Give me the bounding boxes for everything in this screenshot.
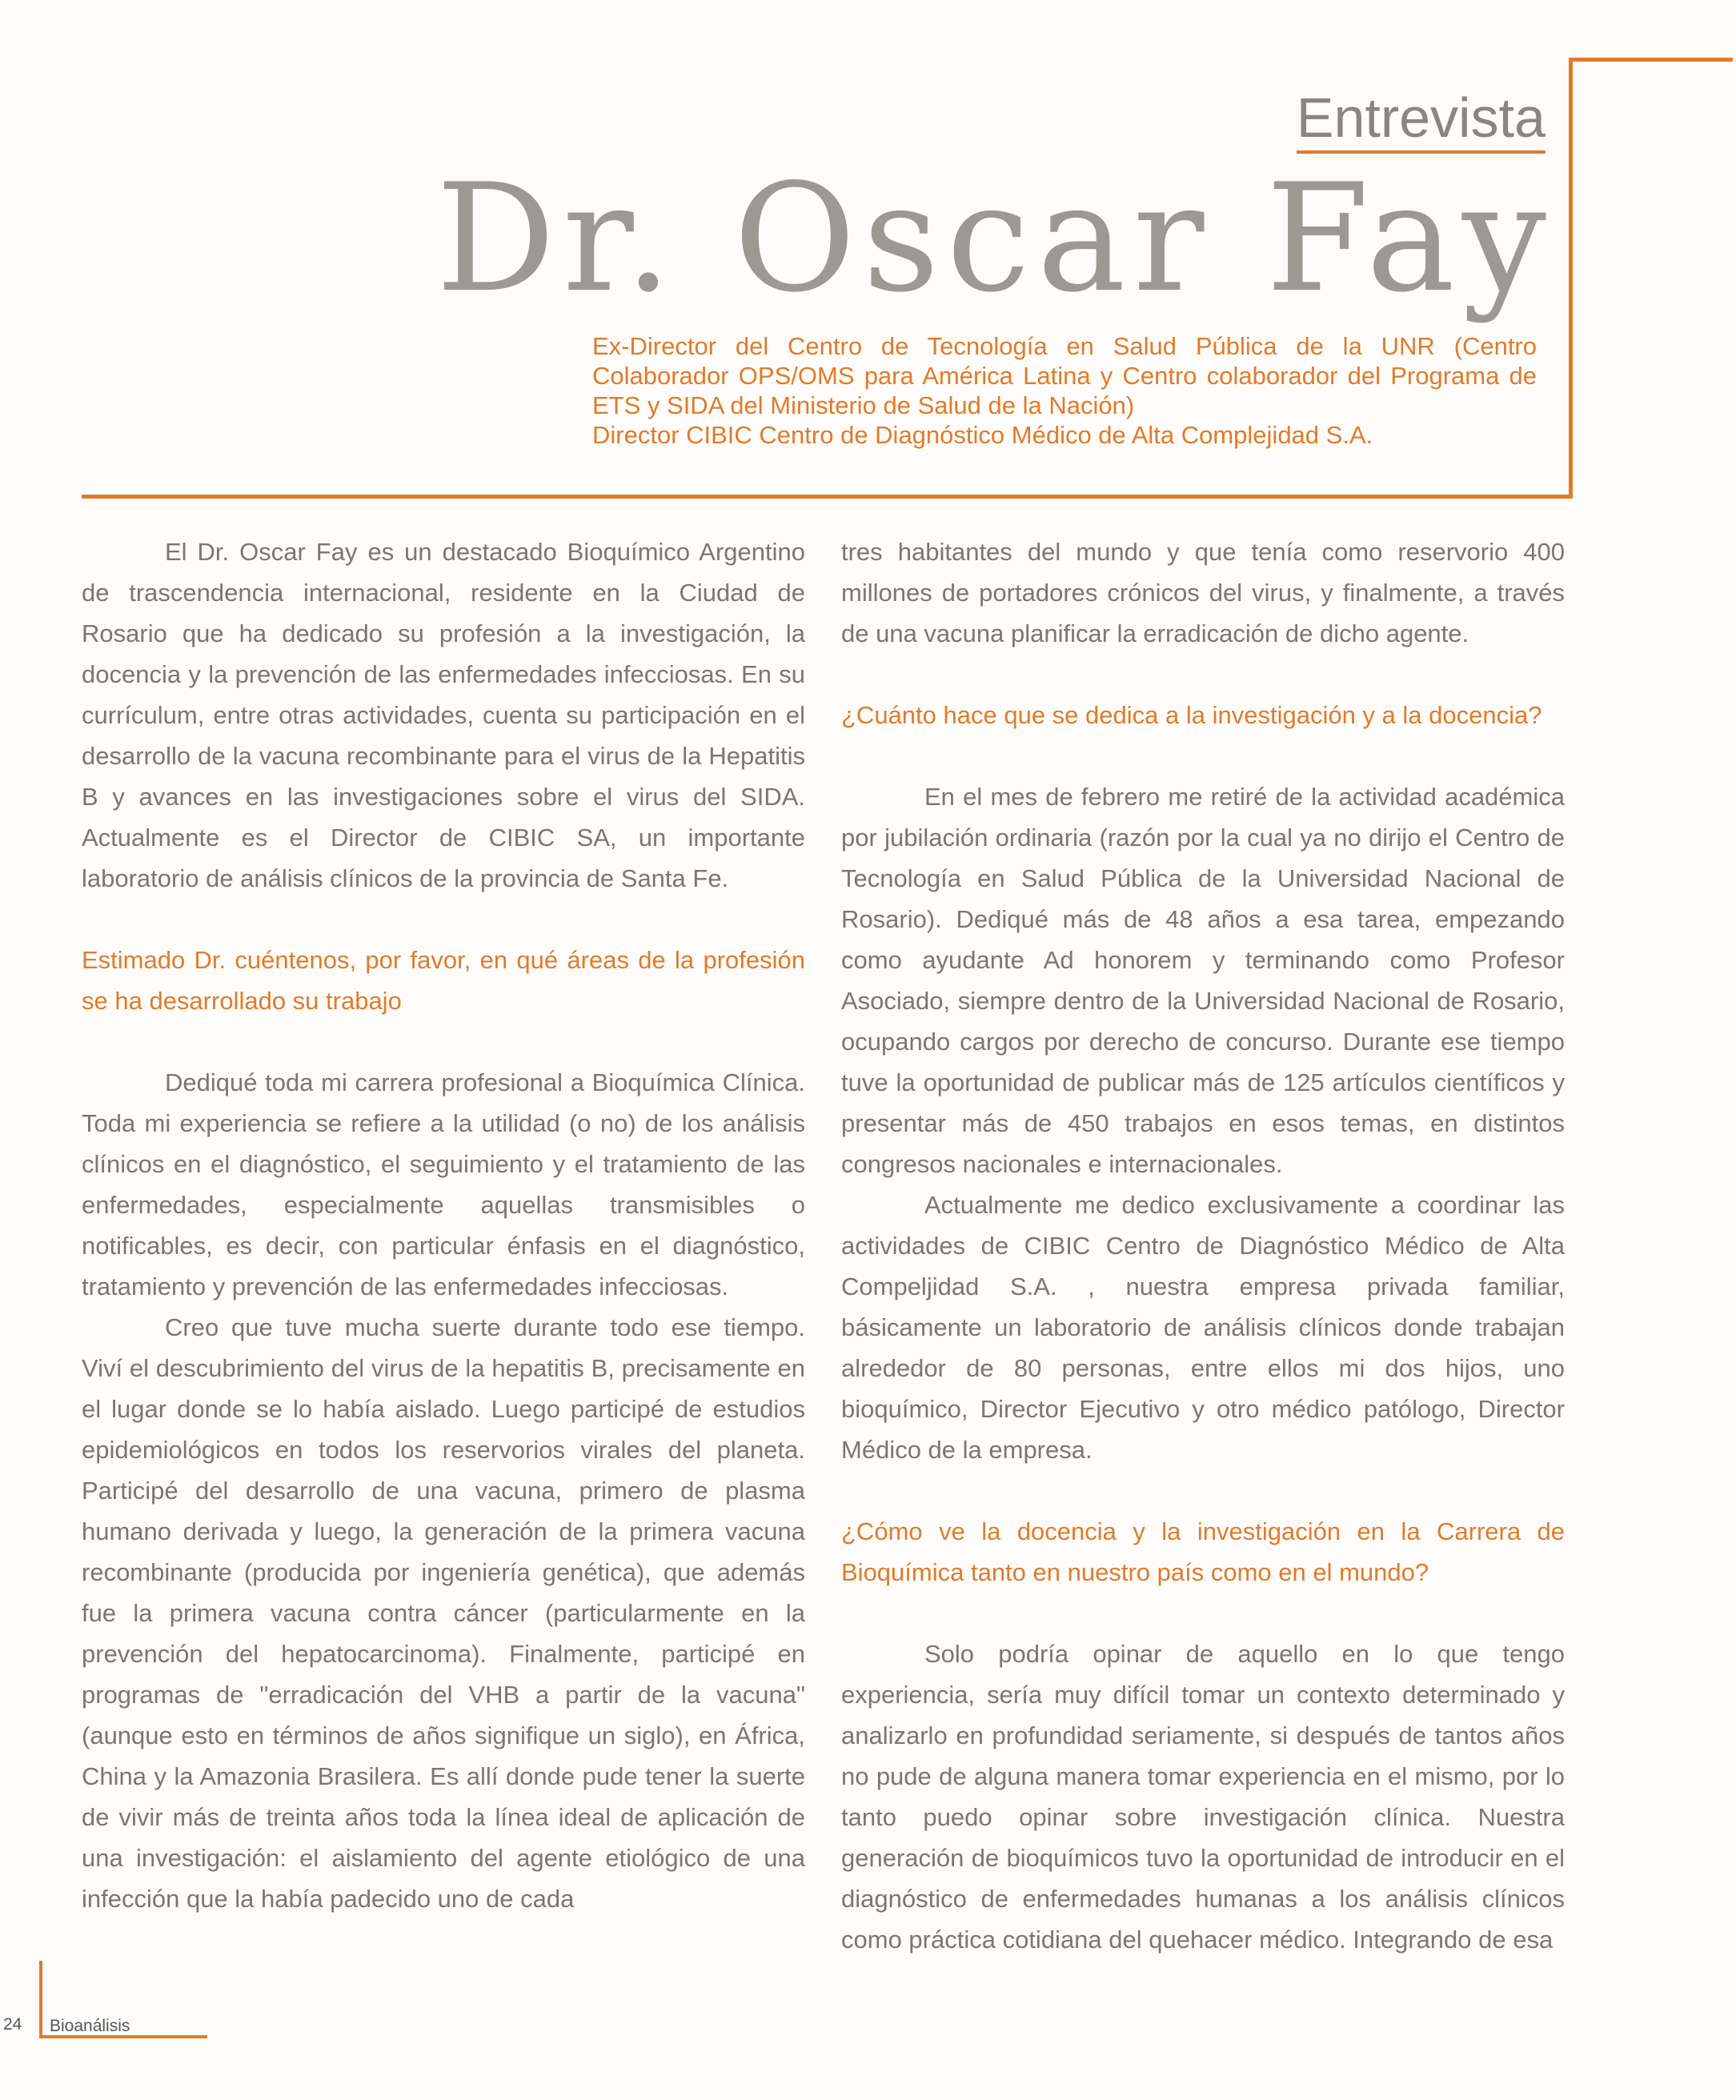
intro-paragraph: El Dr. Oscar Fay es un destacado Bioquímico Argentino de trascendencia internacional, residente en la Ciudad de Rosario que ha dedicado su profesión a la investigación, la docencia y la prevención de las enfermedades infecciosas. En su currículum, entre otras actividades, cuenta su participación en el desarrollo de la vacuna recombinante para el virus de la Hepatitis B y avances en las investigaciones sobre el virus del SIDA. Actualmente es el Director de CIBIC SA, un importante laboratorio de análisis clínicos de la provincia de Santa Fe.	[82, 538, 805, 892]
page-number: 24	[3, 2015, 22, 2034]
question-heading: Estimado Dr. cuéntenos, por favor, en qué áreas de la profesión se ha desarrollado su trabajo	[82, 946, 805, 1015]
credentials-line: Ex-Director del Centro de Tecnología en Salud Pública de la UNR (Centro Colaborador OPS/OMS para América Latina y Centro colaborador del Programa de ETS y SIDA del Ministerio de Salud de la Nación)	[592, 332, 1537, 419]
answer-paragraph: tres habitantes del mundo y que tenía como reservorio 400 millones de portadores crónicos del virus, y finalmente, a través de una vacuna planificar la erradicación de dicho agente.	[841, 538, 1565, 647]
frame-top-border	[1569, 58, 1733, 62]
section-label: Entrevista	[1297, 90, 1546, 154]
magazine-name: Bioanálisis	[50, 2017, 130, 2035]
answer-paragraph: Actualmente me dedico exclusivamente a coordinar las actividades de CIBIC Centro de Diagnóstico Médico de Alta Compeljidad S.A. , nuestra empresa privada familiar, básicamente un laboratorio de análisis clínicos donde trabajan alrededor de 80 personas, entre ellos mi dos hijos, uno bioquímico, Director Ejecutivo y otro médico patólogo, Director Médico de la empresa.	[841, 1191, 1565, 1464]
answer-paragraph: En el mes de febrero me retiré de la actividad académica por jubilación ordinaria (razón por la cual ya no dirijo el Centro de Tecnología en Salud Pública de la Universidad Nacional de Rosario). Dediqué más de 48 años a esa tarea, empezando como ayudante Ad honorem y terminando como Profesor Asociado, siempre dentro de la Universidad Nacional de Rosario, ocupando cargos por derecho de concurso. Durante ese tiempo tuve la oportunidad de publicar más de 125 artículos científicos y presentar más de 450 trabajos en esos temas, en distintos congresos nacionales e internacionales.	[841, 783, 1565, 1178]
header-divider	[82, 495, 1573, 499]
question-heading: ¿Cuánto hace que se dedica a la investigación y a la docencia?	[841, 701, 1542, 729]
interviewee-credentials	[592, 331, 1537, 450]
frame-right-border	[1569, 58, 1573, 498]
question-heading: ¿Cómo ve la docencia y la investigación en la Carrera de Bioquímica tanto en nuestro país como en el mundo?	[841, 1517, 1565, 1586]
interviewee-name: Dr. Oscar Fay	[435, 151, 1554, 325]
answer-paragraph: Dediqué toda mi carrera profesional a Bioquímica Clínica. Toda mi experiencia se refiere a la utilidad (o no) de los análisis clínicos en el diagnóstico, el seguimiento y el tratamiento de las enfermedades, especialmente aquellas transmisibles o notificables, es decir, con particular énfasis en el diagnóstico, tratamiento y prevención de las enfermedades infecciosas.	[82, 1068, 805, 1300]
left-column	[82, 531, 805, 1919]
answer-paragraph: Creo que tuve mucha suerte durante todo ese tiempo. Viví el descubrimiento del virus de la hepatitis B, precisamente en el lugar donde se lo había aislado. Luego participé de estudios epidemiológicos en todos los reservorios virales del planeta. Participé del desarrollo de una vacuna, primero de plasma humano derivada y luego, la generación de la primera vacuna recombinante (producida por ingeniería genética), que además fue la primera vacuna contra cáncer (particularmente en la prevención del hepatocarcinoma). Finalmente, participé en programas de "erradicación del VHB a partir de la vacuna" (aunque esto en términos de años signifique un siglo), en África, China y la Amazonia Brasilera. Es allí donde pude tener la suerte de vivir más de treinta años toda la línea ideal de aplicación de una investigación: el aislamiento del agente etiológico de una infección que la había padecido uno de cada	[82, 1313, 805, 1913]
footer-line-vertical	[39, 1961, 42, 2037]
answer-paragraph: Solo podría opinar de aquello en lo que tengo experiencia, sería muy difícil tomar un contexto determinado y analizarlo en profundidad seriamente, si después de tantos años no pude de alguna manera tomar experiencia en el mismo, por lo tanto puedo opinar sobre investigación clínica. Nuestra generación de bioquímicos tuvo la oportunidad de introducir en el diagnóstico de enfermedades humanas a los análisis clínicos como práctica cotidiana del quehacer médico. Integrando de esa	[841, 1640, 1565, 1954]
right-column	[841, 531, 1565, 1960]
credentials-line: Director CIBIC Centro de Diagnóstico Médico de Alta Complejidad S.A.	[592, 421, 1373, 449]
